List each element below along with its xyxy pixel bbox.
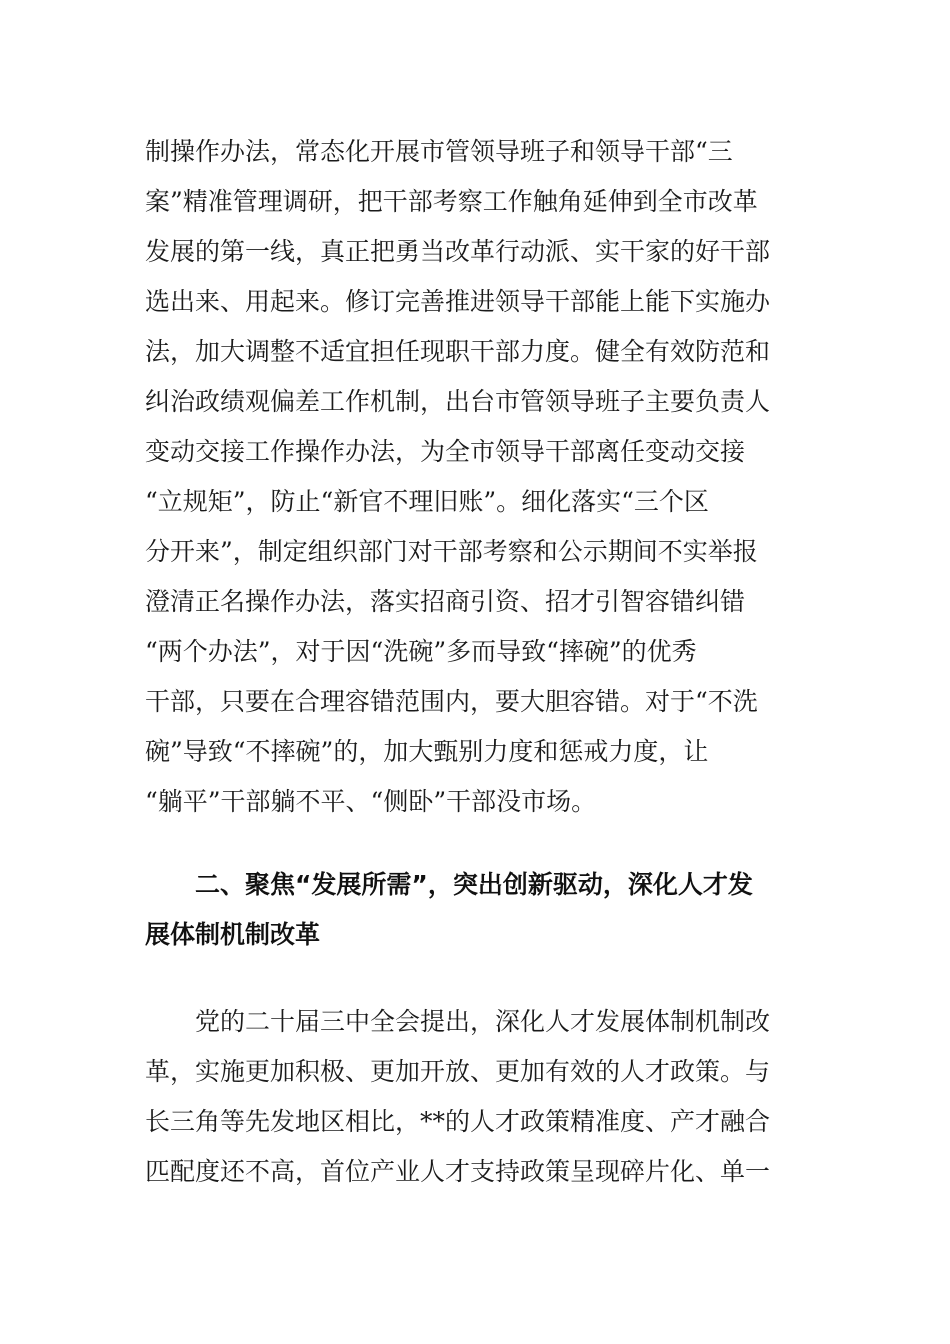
- text-line: 案”精准管理调研，把干部考察工作触角延伸到全市改革: [145, 187, 758, 216]
- text-line: 干部，只要在合理容错范围内，要大胆容错。对于“不洗: [145, 687, 758, 716]
- heading-line: 展体制机制改革: [145, 920, 321, 949]
- text-line: 发展的第一线，真正把勇当改革行动派、实干家的好干部: [145, 237, 771, 266]
- text-line: 纠治政绩观偏差工作机制，出台市管领导班子主要负责人: [145, 387, 771, 416]
- text-line: “两个办法”，对于因“洗碗”多而导致“摔碗”的优秀: [145, 637, 697, 666]
- text-line: 党的二十届三中全会提出，深化人才发展体制机制改: [195, 1007, 771, 1036]
- text-line: 分开来”，制定组织部门对干部考察和公示期间不实举报: [145, 537, 758, 566]
- heading-line: 二、聚焦“发展所需”，突出创新驱动，深化人才发: [195, 870, 753, 899]
- text-line: 匹配度还不高，首位产业人才支持政策呈现碎片化、单一: [145, 1157, 771, 1186]
- text-line: 变动交接工作操作办法，为全市领导干部离任变动交接: [145, 437, 746, 466]
- text-line: 革，实施更加积极、更加开放、更加有效的人才政策。与: [145, 1057, 771, 1086]
- text-line: 法，加大调整不适宜担任现职干部力度。健全有效防范和: [145, 337, 771, 366]
- text-line: 碗”导致“不摔碗”的，加大甄别力度和惩戒力度，让: [145, 737, 709, 766]
- text-line: 澄清正名操作办法，落实招商引资、招才引智容错纠错: [145, 587, 746, 616]
- text-line: 长三角等先发地区相比，**的人才政策精准度、产才融合: [145, 1107, 771, 1136]
- text-line: 制操作办法，常态化开展市管领导班子和领导干部“三: [145, 137, 733, 166]
- text-line: “立规矩”，防止“新官不理旧账”。细化落实“三个区: [145, 487, 709, 516]
- text-line: “躺平”干部躺不平、“侧卧”干部没市场。: [145, 787, 597, 816]
- text-line: 选出来、用起来。修订完善推进领导干部能上能下实施办: [145, 287, 771, 316]
